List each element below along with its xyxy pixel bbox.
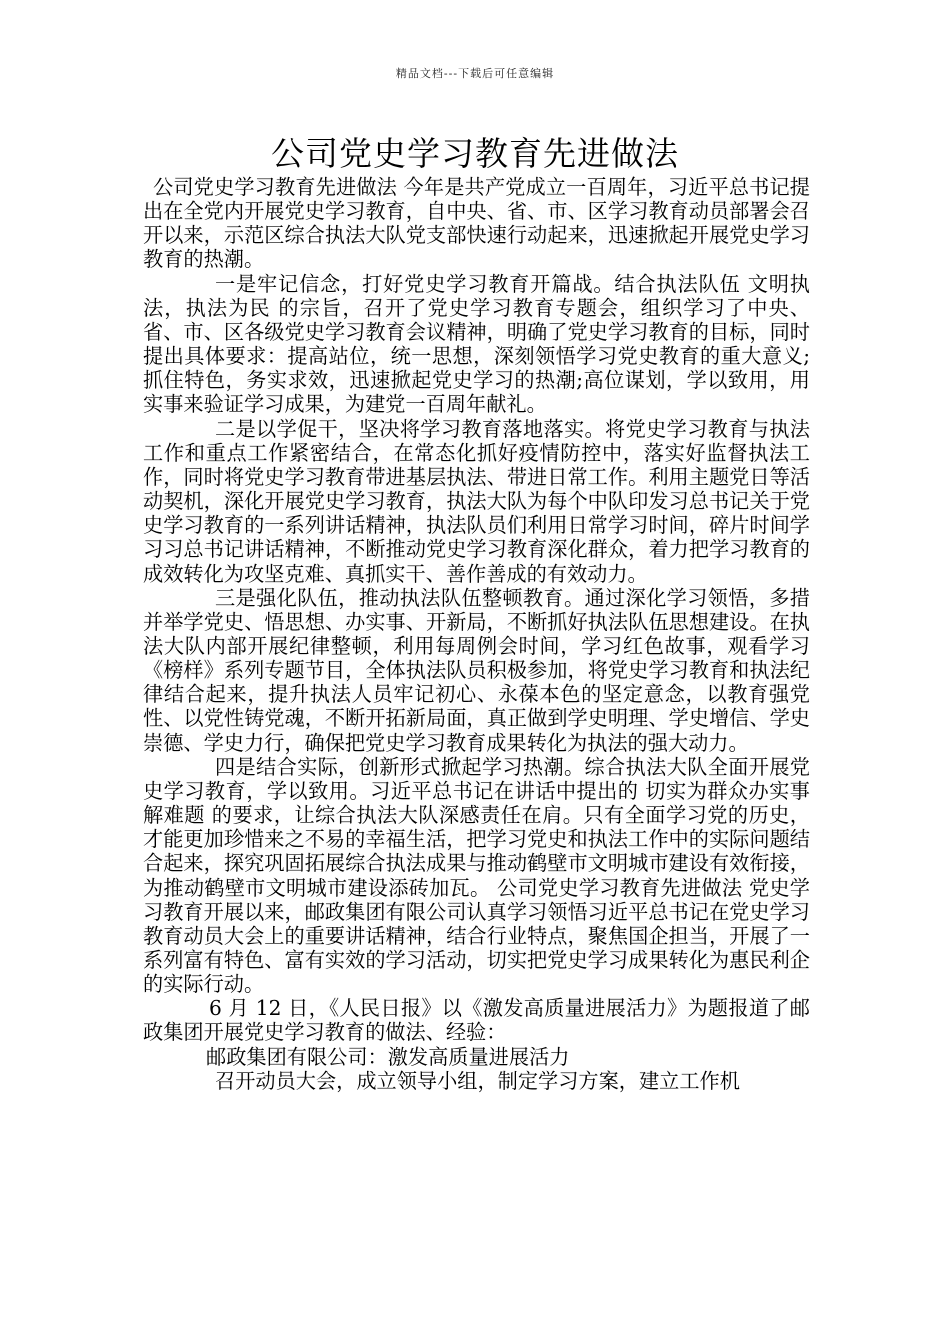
document-body bbox=[143, 175, 810, 1093]
paragraph-point-1: 一是牢记信念，打好党史学习教育开篇战。结合执法队伍 文明执法，执法为民 的宗旨，召开了党史学习教育专题会，组织学习了中央、省、市、区各级党史学习教育会议精神，明确了党史学习教育的目标，同时提出具体要求：提高站位，统一思想，深刻领悟学习党史教育的重大意义;抓住特色，务实求效，迅速掀起党史学习的热潮;高位谋划，学以致用，用实事来验证学习成果，为建党一百周年献礼。 bbox=[143, 271, 810, 417]
paragraph-subheading: 邮政集团有限公司：激发高质量进展活力 bbox=[206, 1044, 570, 1069]
paragraph-point-4: 四是结合实际，创新形式掀起学习热潮。综合执法大队全面开展党史学习教育，学以致用。习近平总书记在讲话中提出的 切实为群众办实事解难题 的要求，让综合执法大队深感责任在肩。只有全面学习党的历史，才能更加珍惜来之不易的幸福生活，把学习党史和执法工作中的实际问题结合起来，探究巩固拓展综合执法成果与推动鹤壁市文明城市建设有效衔接，为推动鹤壁市文明城市建设添砖加瓦。 公司党史学习教育先进做法 党史学习教育开展以来，邮政集团有限公司认真学习领悟习近平总书记在党史学习教育动员大会上的重要讲话精神，结合行业特点，聚焦国企担当，开展了一系列富有特色、富有实效的学习活动，切实把党史学习成果转化为惠民利企的实际行动。 bbox=[143, 754, 810, 997]
page-header: 精品文档---下载后可任意编辑 bbox=[395, 67, 555, 80]
paragraph-news: 6 月 12 日，《人民日报》以《激发高质量进展活力》为题报道了邮政集团开展党史学习教育的做法、经验： bbox=[143, 996, 810, 1045]
paragraph-last: 召开动员大会，成立领导小组，制定学习方案，建立工作机 bbox=[215, 1068, 740, 1093]
document-title: 公司党史学习教育先进做法 bbox=[271, 134, 679, 173]
paragraph-point-3: 三是强化队伍，推动执法队伍整顿教育。通过深化学习领悟，多措并举学党史、悟思想、办实事、开新局，不断抓好执法队伍思想建设。在执法大队内部开展纪律整顿，利用每周例会时间，学习红色故事，观看学习《榜样》系列专题节目，全体执法队员积极参加，将党史学习教育和执法纪律结合起来，提升执法人员牢记初心、永葆本色的坚定意念，以教育强党性、以党性铸党魂，不断开拓新局面，真正做到学史明理、学史增信、学史崇德、学史力行，确保把党史学习教育成果转化为执法的强大动力。 bbox=[143, 585, 810, 755]
paragraph-intro: 公司党史学习教育先进做法 今年是共产党成立一百周年，习近平总书记提出在全党内开展党史学习教育，自中央、省、市、区学习教育动员部署会召开以来，示范区综合执法大队党支部快速行动起来，迅速掀起开展党史学习教育的热潮。 bbox=[143, 175, 810, 272]
paragraph-point-2: 二是以学促干，坚决将学习教育落地落实。将党史学习教育与执法工作和重点工作紧密结合，在常态化抓好疫情防控中，落实好监督执法工作，同时将党史学习教育带进基层执法、带进日常工作。利用主题党日等活动契机，深化开展党史学习教育，执法大队为每个中队印发习总书记关于党史学习教育的一系列讲话精神，执法队员们利用日常学习时间，碎片时间学习习总书记讲话精神，不断推动党史学习教育深化群众，着力把学习教育的成效转化为攻坚克难、真抓实干、善作善成的有效动力。 bbox=[143, 416, 810, 586]
